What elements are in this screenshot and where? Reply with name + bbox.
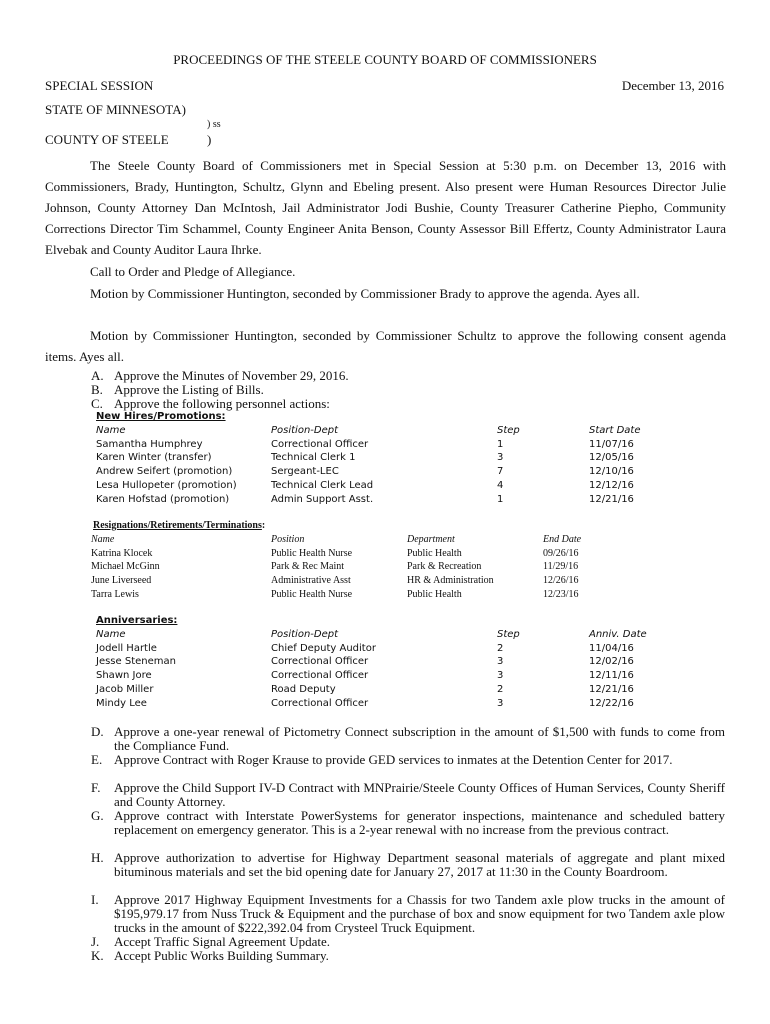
consent-item xyxy=(91,369,725,383)
column-header: Position-Dept xyxy=(271,425,339,436)
table-cell: 3 xyxy=(497,452,504,464)
consent-item-text: Approve contract with Interstate PowerSystems for generator inspections, maintenance and scheduled battery replacement on emergency generator. This is a 2-year renewal with no increase from the previous contract. xyxy=(114,808,725,837)
table-cell: Technical Clerk 1 xyxy=(271,452,356,464)
motion-agenda: Motion by Commissioner Huntington, seconded by Commissioner Brady to approve the agenda. Ayes all. xyxy=(90,286,640,301)
table-cell: Andrew Seifert (promotion) xyxy=(96,466,233,478)
consent-item-text: Approve a one-year renewal of Pictometry Connect subscription in the amount of $1,500 with funds to come from the Compliance Fund. xyxy=(114,724,725,753)
table-cell: Park & Recreation xyxy=(407,561,482,573)
table-cell: 11/29/16 xyxy=(543,561,579,573)
table-cell: 3 xyxy=(497,656,504,668)
table-cell: Correctional Officer xyxy=(271,670,369,682)
consent-item xyxy=(91,753,725,767)
session-type: SPECIAL SESSION xyxy=(45,78,154,93)
table-cell: 2 xyxy=(497,642,504,654)
table-cell: 12/21/16 xyxy=(589,683,634,695)
table-cell: Lesa Hullopeter (promotion) xyxy=(96,479,237,491)
table-cell: Karen Hofstad (promotion) xyxy=(96,493,230,505)
consent-item-label: H. xyxy=(91,850,104,865)
county-paren: ) xyxy=(207,132,212,147)
consent-item-label: A. xyxy=(91,368,104,383)
consent-item-label: I. xyxy=(91,892,99,907)
table-cell: Michael McGinn xyxy=(91,561,160,573)
column-header: Position xyxy=(271,534,305,545)
consent-item-label: K. xyxy=(91,948,104,963)
consent-item xyxy=(91,935,725,949)
table-cell: HR & Administration xyxy=(407,575,494,587)
session-date: December 13, 2016 xyxy=(621,78,724,93)
table-cell: Jesse Steneman xyxy=(96,656,176,668)
table-cell: Jacob Miller xyxy=(96,683,154,695)
consent-item-label: G. xyxy=(91,808,104,823)
consent-item-text: Approve authorization to advertise for Highway Department seasonal materials of aggregate and plant mixed bituminous materials and set the bid opening date for January 27, 2017 at 11:30 in the County Boardroom. xyxy=(114,850,725,879)
table-cell: Road Deputy xyxy=(271,683,336,695)
column-header: End Date xyxy=(543,534,582,545)
table-cell: 12/12/16 xyxy=(589,479,634,491)
table-cell: Jodell Hartle xyxy=(96,642,157,654)
resignations-colon: : xyxy=(261,520,266,531)
consent-item-label: J. xyxy=(91,934,100,949)
consent-item-label: F. xyxy=(91,780,101,795)
table-cell: 09/26/16 xyxy=(543,547,579,559)
consent-item-text: Accept Traffic Signal Agreement Update. xyxy=(114,934,331,949)
consent-item xyxy=(91,725,725,753)
table-cell: 12/23/16 xyxy=(543,588,579,600)
state-line: STATE OF MINNESOTA) xyxy=(45,102,186,117)
table-cell: Mindy Lee xyxy=(96,697,147,709)
table-cell: Samantha Humphrey xyxy=(96,438,203,450)
table-cell: Sergeant-LEC xyxy=(271,466,339,478)
table-cell: Administrative Asst xyxy=(271,575,351,587)
table-cell: Public Health xyxy=(407,547,462,559)
table-cell: Public Health xyxy=(407,588,462,600)
table-cell: 7 xyxy=(497,466,504,478)
column-header: Name xyxy=(91,534,115,545)
table-cell: Correctional Officer xyxy=(271,656,369,668)
table-cell: 12/11/16 xyxy=(589,670,634,682)
table-cell: Correctional Officer xyxy=(271,697,369,709)
table-cell: Shawn Jore xyxy=(96,670,152,682)
column-header: Step xyxy=(497,629,520,640)
table-cell: Chief Deputy Auditor xyxy=(271,642,376,654)
new-hires-heading: New Hires/Promotions: xyxy=(96,411,226,422)
table-cell: 12/10/16 xyxy=(589,466,634,478)
table-cell: 4 xyxy=(497,479,504,491)
consent-item xyxy=(91,893,725,935)
table-cell: June Liverseed xyxy=(91,575,152,587)
table-cell: 12/05/16 xyxy=(589,452,634,464)
column-header: Start Date xyxy=(589,425,641,436)
consent-item xyxy=(91,809,725,837)
ss-line: ) ss xyxy=(207,119,221,130)
consent-item-text: Approve Contract with Roger Krause to provide GED services to inmates at the Detention Center for 2017. xyxy=(114,752,673,767)
table-cell: Park & Rec Maint xyxy=(271,561,345,573)
intro-paragraph: The Steele County Board of Commissioners met in Special Session at 5:30 p.m. on December 13, 2016 with Commissioners, Brady, Huntington, Schultz, Glynn and Ebeling present. Also present were Human Resources Director Julie Johnson, County Attorney Dan McIntosh, Jail Administrator Jodi Bushie, County Treasurer Catherine Piepho, Community Corrections Director Tim Schammel, County Engineer Anita Benson, County Assessor Bill Effertz, County Administrator Laura Elvebak and County Auditor Laura Ihrke. xyxy=(45,158,726,257)
consent-item-label: B. xyxy=(91,382,103,397)
table-cell: 12/26/16 xyxy=(543,575,579,587)
consent-item-label: E. xyxy=(91,752,103,767)
consent-item-label: C. xyxy=(91,396,103,411)
call-to-order: Call to Order and Pledge of Allegiance. xyxy=(90,264,296,279)
consent-item-label: D. xyxy=(91,724,104,739)
consent-item-text: Approve 2017 Highway Equipment Investments for a Chassis for two Tandem axle plow trucks in the amount of $195,979.17 from Nuss Truck & Equipment and the purchase of box and snow equipment for two Tandem axle plow trucks in the amount of $222,392.04 from Crysteel Truck Equipment. xyxy=(114,892,725,935)
table-cell: 12/21/16 xyxy=(589,493,634,505)
consent-item-text: Approve the Child Support IV-D Contract with MNPrairie/Steele County Offices of Human Services, County Sheriff and County Attorney. xyxy=(114,780,725,809)
consent-item xyxy=(91,949,725,963)
consent-item-text: Approve the following personnel actions: xyxy=(114,396,330,411)
table-cell: 11/07/16 xyxy=(589,438,634,450)
column-header: Name xyxy=(96,629,126,640)
document-title: PROCEEDINGS OF THE STEELE COUNTY BOARD OF COMMISSIONERS xyxy=(173,52,597,67)
column-header: Department xyxy=(407,534,455,545)
table-cell: 11/04/16 xyxy=(589,642,634,654)
column-header: Anniv. Date xyxy=(589,629,647,640)
consent-item xyxy=(91,383,725,397)
table-cell: 1 xyxy=(497,438,504,450)
county-label: COUNTY OF STEELE xyxy=(45,132,169,147)
anniversaries-heading: Anniversaries: xyxy=(96,615,178,626)
resignations-heading-wrap xyxy=(93,520,265,531)
consent-item xyxy=(91,397,725,411)
table-cell: Admin Support Asst. xyxy=(271,493,374,505)
table-cell: 12/02/16 xyxy=(589,656,634,668)
table-cell: Karen Winter (transfer) xyxy=(96,452,212,464)
consent-item-text: Approve the Listing of Bills. xyxy=(114,382,264,397)
table-cell: 1 xyxy=(497,493,504,505)
column-header: Step xyxy=(497,425,520,436)
column-header: Name xyxy=(96,425,126,436)
table-cell: Public Health Nurse xyxy=(271,547,353,559)
table-cell: 3 xyxy=(497,670,504,682)
table-cell: Correctional Officer xyxy=(271,438,369,450)
table-cell: Tarra Lewis xyxy=(91,588,139,600)
table-cell: 3 xyxy=(497,697,504,709)
consent-item xyxy=(91,851,725,879)
consent-item xyxy=(91,781,725,809)
table-cell: 12/22/16 xyxy=(589,697,634,709)
consent-item-text: Accept Public Works Building Summary. xyxy=(114,948,329,963)
table-cell: Katrina Klocek xyxy=(91,547,153,559)
table-cell: 2 xyxy=(497,683,504,695)
resignations-heading: Resignations/Retirements/Terminations xyxy=(93,520,262,531)
table-cell: Technical Clerk Lead xyxy=(271,479,374,491)
consent-item-text: Approve the Minutes of November 29, 2016. xyxy=(114,368,349,383)
column-header: Position-Dept xyxy=(271,629,339,640)
table-cell: Public Health Nurse xyxy=(271,588,353,600)
motion-consent: Motion by Commissioner Huntington, seconded by Commissioner Schultz to approve the following consent agenda items. Ayes all. xyxy=(45,328,726,364)
